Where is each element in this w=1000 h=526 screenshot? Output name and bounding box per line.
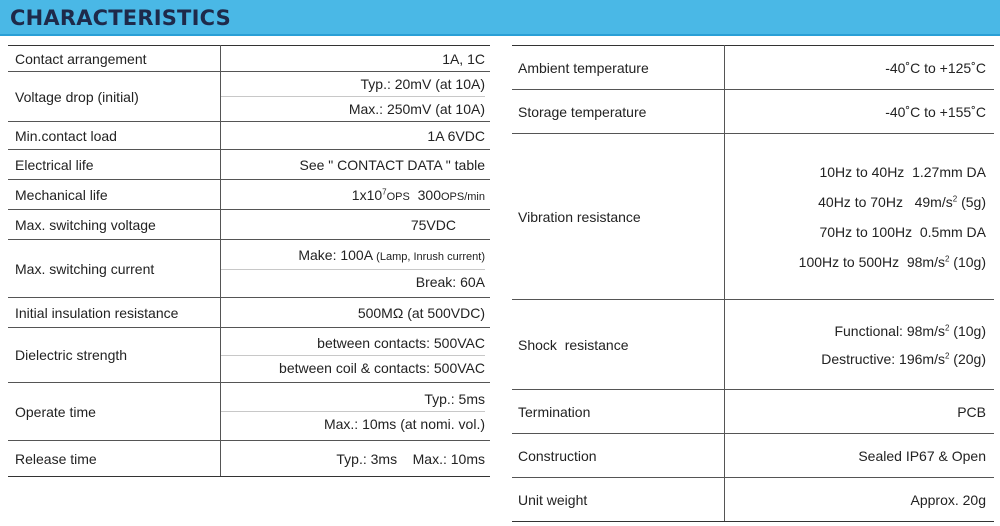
row-label: Construction [512, 434, 724, 478]
row-label: Termination [512, 390, 724, 434]
value-line: between coil & contacts: 500VAC [221, 355, 486, 380]
table-row [8, 298, 490, 328]
value-exponent: 7 [382, 186, 387, 196]
row-value [724, 134, 994, 300]
value-text: 1x10 [351, 186, 383, 203]
value-exponent: 2 [944, 350, 950, 360]
row-value: 500MΩ (at 500VDC) [220, 298, 490, 328]
row-label: Voltage drop (initial) [8, 72, 220, 122]
table-row [8, 383, 490, 441]
value-line [221, 243, 486, 269]
row-label: Ambient temperature [512, 46, 724, 90]
row-value [220, 180, 490, 210]
table-row [512, 300, 994, 390]
row-label: Shock resistance [512, 300, 724, 390]
value-line [725, 247, 987, 277]
value-text: (10g) [949, 253, 986, 270]
page-title: CHARACTERISTICS [10, 6, 231, 30]
value-exponent: 2 [944, 253, 950, 263]
row-label: Operate time [8, 383, 220, 441]
value-line [725, 187, 987, 217]
value-text: 300 [417, 186, 441, 203]
value-line [725, 317, 987, 345]
value-text: 100Hz to 500Hz 98m/s [798, 253, 945, 270]
row-label: Initial insulation resistance [8, 298, 220, 328]
table-row [512, 434, 994, 478]
row-value [220, 328, 490, 383]
value-line: Typ.: 20mV (at 10A) [360, 76, 485, 92]
value-text: Functional: 98m/s [834, 322, 945, 339]
value-text: (5g) [957, 193, 986, 210]
row-value: 1A, 1C [220, 46, 490, 72]
table-row [8, 441, 490, 477]
table-row [512, 46, 994, 90]
value-line: between contacts: 500VAC [317, 334, 485, 351]
value-text: (10g) [949, 322, 986, 339]
row-label: Release time [8, 441, 220, 477]
value-exponent: 2 [952, 193, 958, 203]
row-value [724, 300, 994, 390]
value-line: Typ.: 5ms [424, 391, 485, 407]
table-row [512, 478, 994, 522]
value-line: Max.: 250mV (at 10A) [221, 96, 486, 121]
row-label: Storage temperature [512, 90, 724, 134]
row-value: Typ.: 3ms Max.: 10ms [220, 441, 490, 477]
row-label: Min.contact load [8, 122, 220, 150]
row-label: Electrical life [8, 150, 220, 180]
row-label: Dielectric strength [8, 328, 220, 383]
value-text: Make: 100A [298, 247, 373, 263]
row-value [220, 383, 490, 441]
row-label: Unit weight [512, 478, 724, 522]
table-row [8, 180, 490, 210]
row-label: Max. switching current [8, 240, 220, 298]
table-row [8, 46, 490, 72]
row-label: Max. switching voltage [8, 210, 220, 240]
row-value: Approx. 20g [724, 478, 994, 522]
row-value: PCB [724, 390, 994, 434]
value-unit: OPS/min [440, 190, 485, 203]
value-text: (20g) [949, 350, 986, 367]
header-banner [0, 0, 1000, 36]
row-value [220, 72, 490, 122]
value-line: 10Hz to 40Hz 1.27mm DA [819, 163, 986, 180]
table-row [8, 240, 490, 298]
value-note: (Lamp, Inrush current) [376, 251, 485, 263]
row-label: Mechanical life [8, 180, 220, 210]
value-line: Break: 60A [221, 269, 486, 294]
row-label: Vibration resistance [512, 134, 724, 300]
row-value: -40˚C to +125˚C [724, 46, 994, 90]
table-row [8, 210, 490, 240]
value-text: 40Hz to 70Hz 49m/s [818, 193, 953, 210]
characteristics-table-right [512, 45, 994, 522]
value-exponent: 2 [944, 322, 950, 332]
row-value: See " CONTACT DATA " table [220, 150, 490, 180]
characteristics-table-left [8, 45, 490, 477]
value-line [725, 345, 987, 373]
row-value: -40˚C to +155˚C [724, 90, 994, 134]
row-value [220, 240, 490, 298]
table-row [512, 390, 994, 434]
table-row [8, 150, 490, 180]
table-row [512, 134, 994, 300]
table-row [8, 328, 490, 383]
row-value: 75VDC [220, 210, 490, 240]
row-value: 1A 6VDC [220, 122, 490, 150]
value-text: Destructive: 196m/s [821, 350, 945, 367]
value-unit: OPS [386, 190, 410, 203]
row-label: Contact arrangement [8, 46, 220, 72]
table-row [8, 72, 490, 122]
value-line: 70Hz to 100Hz 0.5mm DA [819, 223, 986, 240]
row-value: Sealed IP67 & Open [724, 434, 994, 478]
value-line: Max.: 10ms (at nomi. vol.) [221, 411, 486, 436]
table-row [8, 122, 490, 150]
table-row [512, 90, 994, 134]
